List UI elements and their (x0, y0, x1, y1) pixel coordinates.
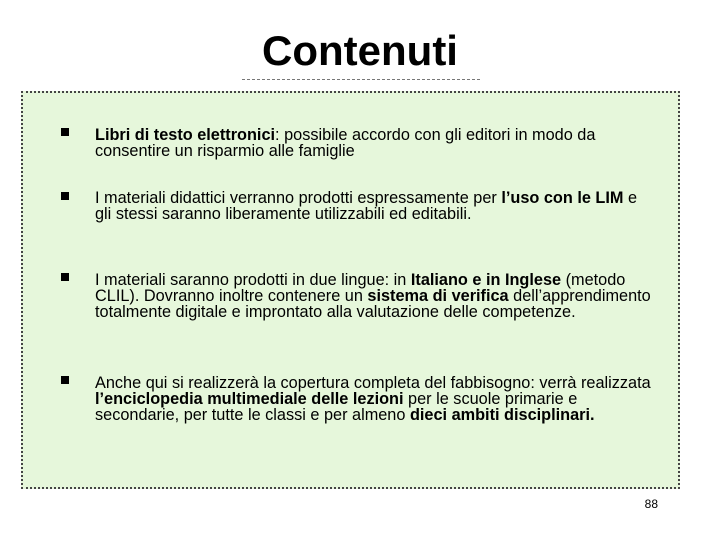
bullet-text-1 (95, 127, 655, 159)
bullet-3-text-mid: (metodo CLIL). Dovranno inoltre contenere un (95, 271, 626, 305)
bullet-3-text-pre: I materiali saranno prodotti in due lingue: in (95, 271, 411, 289)
bullet-text-2 (95, 190, 655, 222)
bullet-4-bold-1: l’enciclopedia multimediale delle lezioni (95, 390, 404, 408)
bullet-2-text-post: e gli stessi saranno liberamente utilizzabili ed editabili. (95, 189, 638, 223)
page-number: 88 (644, 497, 658, 511)
bullet-3-bold-2: sistema di verifica (367, 287, 509, 305)
title-divider (242, 79, 480, 80)
bullet-2-bold: l’uso con le LIM (501, 189, 624, 207)
bullet-1-text: : possibile accordo con gli editori in modo da consentire un risparmio alle famiglie (95, 126, 596, 160)
square-bullet-icon (61, 128, 69, 136)
bullet-4-bold-2: dieci ambiti disciplinari. (409, 406, 595, 424)
bullet-4-text-pre: Anche qui si realizzerà la copertura completa del fabbisogno: verrà realizzata (95, 374, 651, 392)
square-bullet-icon (61, 273, 69, 281)
square-bullet-icon (61, 376, 69, 384)
bullet-4-text-mid: per le scuole primarie e secondarie, per tutte le classi e per almeno (95, 390, 578, 424)
bullet-3-text-post: dell’apprendimento totalmente digitale e improntato alla valutazione delle competenze. (95, 287, 651, 321)
bullet-1-bold: Libri di testo elettronici (95, 126, 276, 144)
slide-title: Contenuti (262, 27, 458, 74)
bullet-text-3 (95, 272, 655, 320)
square-bullet-icon (61, 192, 69, 200)
bullet-3-bold-1: Italiano e in Inglese (410, 271, 562, 289)
bullet-2-text-pre: I materiali didattici verranno prodotti espressamente per (95, 189, 502, 207)
bullet-text-4 (95, 375, 655, 423)
